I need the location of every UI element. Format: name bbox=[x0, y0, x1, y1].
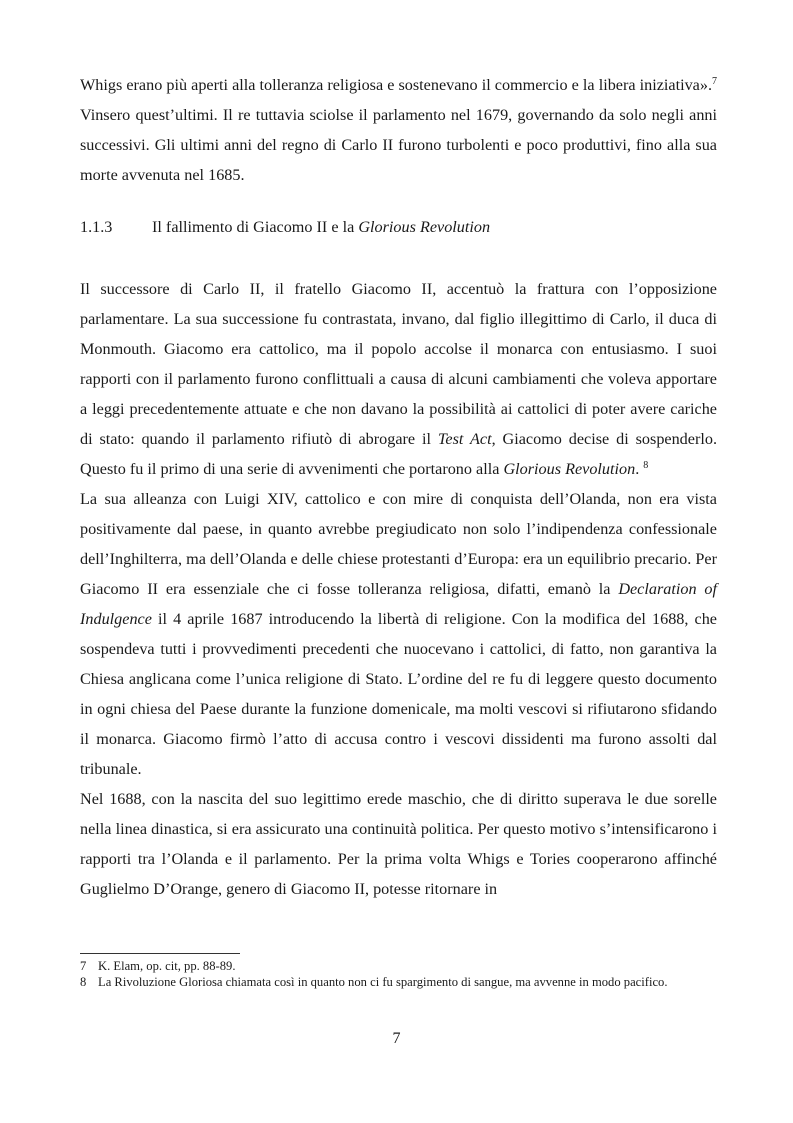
section-number: 1.1.3 bbox=[80, 218, 113, 236]
paragraph-text: Vinsero quest’ultimi. Il re tuttavia sciolse il parlamento nel 1679, governando da solo negli anni successivi. Gli ultimi anni del regno di Carlo II furono turbolenti e poco produttivi, fino alla sua morte avvenuta nel 1685. bbox=[80, 106, 717, 184]
footnotes bbox=[80, 953, 717, 990]
italic-term: Declaration of Indulgence bbox=[80, 580, 717, 628]
footnote-separator bbox=[80, 953, 240, 954]
paragraph-2 bbox=[80, 274, 717, 484]
section-heading bbox=[80, 212, 717, 242]
page-number: 7 bbox=[392, 1030, 401, 1047]
paragraph-text: Il successore di Carlo II, il fratello Giacomo II, accentuò la frattura con l’opposizione parlamentare. La sua successione fu contrastata, invano, dal figlio illegittimo di Carlo, il duca di Monmouth. Giacomo era cattolico, ma il popolo accolse il monarca con entusiasmo. I suoi rapporti con il parlamento furono conflittuali a causa di alcuni cambiamenti che voleva apportare a leggi precedentemente attuate e che non davano la possibilità ai cattolici di poter avere cariche di stato: quando il parlamento rifiutò di abrogare il bbox=[80, 280, 717, 448]
paragraph-text: , Giacomo decise di sospenderlo. Questo fu il primo di una serie di avvenimenti che portarono alla bbox=[80, 430, 717, 478]
paragraph-text: Whigs erano più aperti alla tolleranza religiosa e sostenevano il commercio e la libera iniziativa». bbox=[80, 76, 712, 94]
paragraph-text: La sua alleanza con Luigi XIV, cattolico e con mire di conquista dell’Olanda, non era vista positivamente dal paese, in quanto avrebbe pregiudicato non solo l’indipendenza confessionale dell’Inghilterra, ma dell’Olanda e delle chiese protestanti d’Europa: era un equilibrio precario. Per Giacomo II era essenziale che ci fosse tolleranza religiosa, difatti, emanò la bbox=[80, 490, 717, 598]
footnote-ref-8: 8 bbox=[643, 460, 649, 471]
section-title: Il fallimento di Giacomo II e la bbox=[152, 218, 359, 236]
footnote-text: K. Elam, op. cit, pp. 88-89. bbox=[98, 959, 236, 973]
paragraph-1 bbox=[80, 70, 717, 190]
page-body bbox=[80, 70, 717, 904]
footnote-ref-7: 7 bbox=[712, 76, 717, 87]
footnote-text: La Rivoluzione Gloriosa chiamata così in quanto non ci fu spargimento di sangue, ma avvenne in modo pacifico. bbox=[98, 975, 668, 989]
paragraph-text: . bbox=[635, 460, 644, 478]
footnote-8 bbox=[80, 974, 717, 990]
paragraph-text: il 4 aprile 1687 introducendo la libertà di religione. Con la modifica del 1688, che sospendeva tutti i provvedimenti precedenti che nuocevano i cattolici, di fatto, non garantiva la Chiesa anglicana come l’unica religione di Stato. L’ordine del re fu di leggere questo documento in ogni chiesa del Paese durante la funzione domenicale, ma molti vescovi si rifiutarono sfidando il monarca. Giacomo firmò l’atto di accusa contro i vescovi dissidenti ma furono assolti dal tribunale. bbox=[80, 610, 717, 778]
footnote-number: 7 bbox=[80, 959, 87, 973]
footnote-7 bbox=[80, 958, 717, 974]
italic-term: Glorious Revolution bbox=[503, 460, 636, 478]
footnote-number: 8 bbox=[80, 975, 87, 989]
section-title-italic: Glorious Revolution bbox=[358, 218, 491, 236]
paragraph-3 bbox=[80, 484, 717, 784]
italic-term: Test Act bbox=[437, 430, 492, 448]
paragraph-4: Nel 1688, con la nascita del suo legittimo erede maschio, che di diritto superava le due sorelle nella linea dinastica, si era assicurato una continuità politica. Per questo motivo s’intensificarono i rapporti tra l’Olanda e il parlamento. Per la prima volta Whigs e Tories cooperarono affinché Guglielmo D’Orange, genero di Giacomo II, potesse ritornare in bbox=[80, 790, 717, 898]
